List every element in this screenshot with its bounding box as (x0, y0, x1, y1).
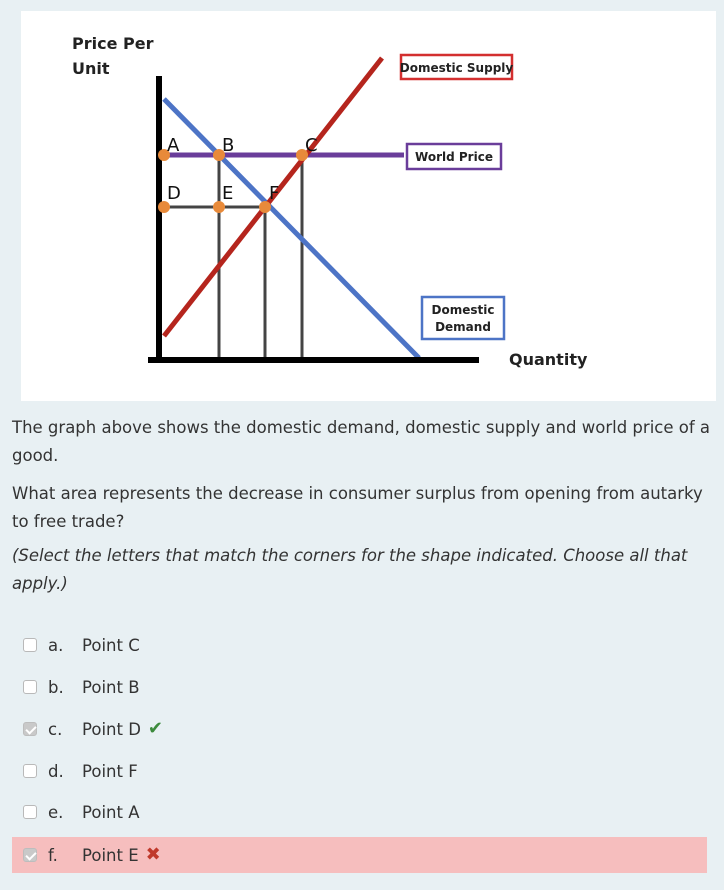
point-label-a: A (167, 135, 180, 156)
legend-domestic-supply (400, 55, 514, 79)
legend-domestic-demand (422, 297, 504, 339)
option-e-letter: e. (48, 802, 64, 822)
option-f-letter: f. (48, 845, 58, 865)
option-b-letter: b. (48, 677, 64, 697)
y-axis-title-line2: Unit (72, 59, 110, 78)
x-axis-title: Quantity (509, 350, 588, 369)
point-label-c: C (305, 135, 318, 156)
option-c-letter: c. (48, 719, 63, 739)
question-paragraph-1: The graph above shows the domestic demand, domestic supply and world price of a good. (12, 418, 711, 465)
option-e-text: Point A (82, 802, 140, 822)
option-d-text: Point F (82, 761, 138, 781)
option-b-checkbox[interactable] (23, 680, 37, 694)
correct-check-icon: ✔ (147, 718, 164, 739)
legend-domestic-demand-label-line1: Domestic (431, 303, 495, 317)
option-f-text: Point E (82, 845, 139, 865)
option-e-checkbox[interactable] (23, 805, 37, 819)
option-a[interactable] (12, 627, 707, 663)
point-label-e: E (222, 183, 234, 204)
legend-world-price-label: World Price (415, 150, 493, 164)
economics-graph (21, 11, 716, 401)
y-axis-title-line1: Price Per (72, 34, 154, 53)
legend-domestic-demand-label-line2: Demand (435, 320, 491, 334)
option-b-text: Point B (82, 677, 140, 697)
point-label-b: B (222, 135, 235, 156)
domestic-demand-curve (164, 99, 419, 358)
option-a-checkbox[interactable] (23, 638, 37, 652)
legend-domestic-supply-label: Domestic Supply (399, 61, 514, 75)
option-b[interactable] (12, 669, 707, 705)
point-label-d: D (167, 183, 181, 204)
option-c-text: Point D (82, 719, 141, 739)
option-c-checkbox[interactable] (23, 722, 37, 736)
option-e[interactable] (12, 794, 707, 830)
question-instruction: (Select the letters that match the corners for the shape indicated. Choose all that apply.) (12, 546, 688, 593)
option-d[interactable] (12, 753, 707, 789)
point-label-f: F (269, 183, 280, 204)
option-d-checkbox[interactable] (23, 764, 37, 778)
legend-world-price (407, 144, 501, 169)
option-c[interactable] (12, 711, 707, 747)
option-a-letter: a. (48, 635, 64, 655)
option-f[interactable] (12, 837, 707, 873)
question-paragraph-2: What area represents the decrease in consumer surplus from opening from autarky to free trade? (12, 484, 703, 531)
option-d-letter: d. (48, 761, 64, 781)
option-f-checkbox[interactable] (23, 848, 37, 862)
graph-svg (21, 11, 716, 401)
option-a-text: Point C (82, 635, 140, 655)
incorrect-x-icon: ✖ (145, 844, 161, 865)
